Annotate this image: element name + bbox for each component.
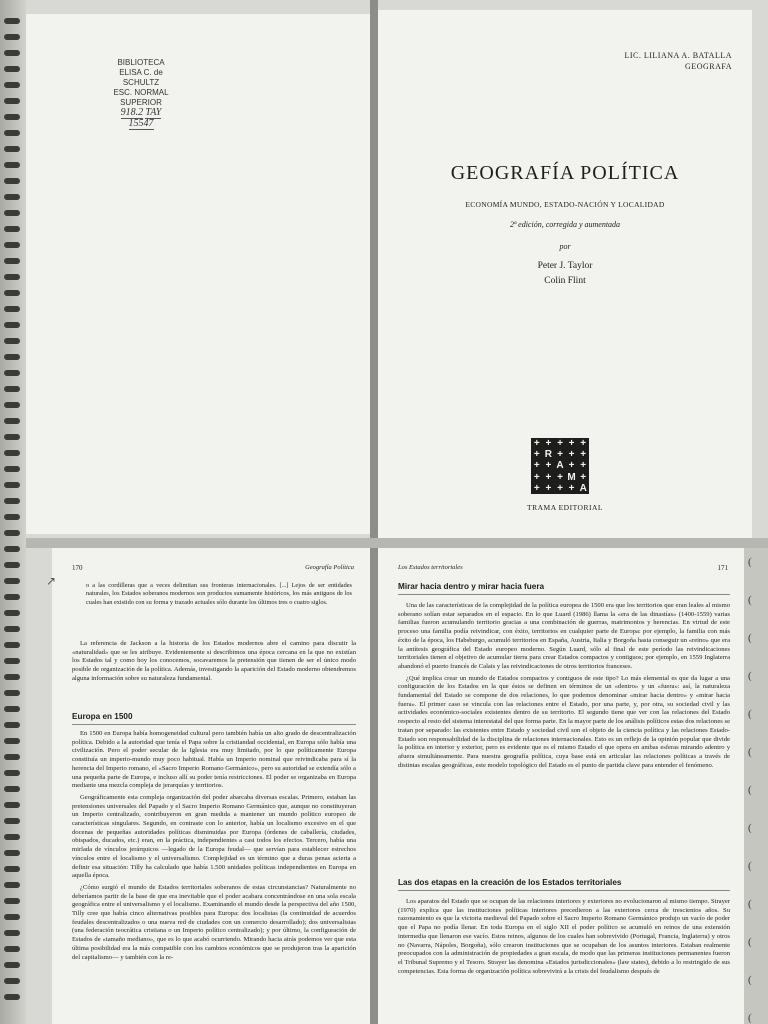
binding-ring bbox=[4, 498, 20, 504]
binding-ring bbox=[4, 466, 20, 472]
binding-ring bbox=[4, 34, 20, 40]
spiral-binding bbox=[0, 0, 26, 1024]
logo-glyph: + bbox=[568, 460, 575, 472]
logo-glyph: + bbox=[568, 482, 575, 494]
logo-glyph: + bbox=[533, 460, 540, 472]
binding-ring bbox=[4, 434, 20, 440]
owner-signature bbox=[624, 50, 732, 72]
margin-mark: ( bbox=[748, 860, 752, 872]
binding-ring bbox=[4, 386, 20, 392]
page-gutter bbox=[370, 0, 378, 1024]
logo-glyph: M bbox=[567, 471, 576, 483]
logo-glyph: + bbox=[533, 471, 540, 483]
logo-glyph: + bbox=[557, 438, 563, 449]
paragraph bbox=[72, 640, 356, 687]
pencil-mark-icon: ↗ bbox=[46, 574, 57, 588]
logo-glyph: + bbox=[545, 471, 552, 483]
running-head: Geografía Política bbox=[305, 564, 354, 571]
page-number: 171 bbox=[717, 564, 728, 572]
binding-ring bbox=[4, 962, 20, 968]
binding-ring bbox=[4, 722, 20, 728]
binding-ring bbox=[4, 226, 20, 232]
binding-ring bbox=[4, 82, 20, 88]
logo-glyph: + bbox=[557, 471, 563, 483]
binding-ring bbox=[4, 546, 20, 552]
spread-divider bbox=[26, 538, 768, 548]
logo-glyph: + bbox=[580, 460, 587, 472]
binding-ring bbox=[4, 290, 20, 296]
binding-ring bbox=[4, 930, 20, 936]
owner-name: LIC. LILIANA A. BATALLA bbox=[624, 51, 732, 60]
right-text-page bbox=[378, 548, 744, 1024]
margin-mark: ( bbox=[748, 898, 752, 910]
binding-ring bbox=[4, 162, 20, 168]
book-title: GEOGRAFÍA POLÍTICA bbox=[450, 162, 680, 184]
binding-ring bbox=[4, 178, 20, 184]
stamp-line: 15547 bbox=[128, 118, 154, 129]
binding-ring bbox=[4, 130, 20, 136]
stamp-line: BIBLIOTECA bbox=[117, 58, 165, 67]
binding-ring bbox=[4, 642, 20, 648]
binding-ring bbox=[4, 674, 20, 680]
section-body bbox=[398, 898, 730, 979]
binding-ring bbox=[4, 98, 20, 104]
running-head: Los Estados territoriales bbox=[398, 564, 463, 571]
logo-glyph: R bbox=[544, 449, 552, 461]
paragraph-text: Los aparatos del Estado que se ocupan de las relaciones interiores y exteriores no evolucionaron al mismo tiempo. Strayer (1970) explica que las instituciones políticas interiores precedieron a las exteriores cerca de trescientos años. Su razonamiento es que la victoria medieval del Papado sobre el Sacro Imperio Romano Germánico produjo un vacío de poder que el Papa no podía llenar. En toda Europa en el siglo XII el poder político se acumuló en reinos de una extensión intermedia que llenaron ese vacío. Estos reinos, algunos de los cuales han sobrevivido (Portugal, Francia, Inglaterra) y otros no (Navarra, Nápoles, Borgoña), sólo crearon instituciones que se ocupaban de los asuntos interiores. Estaban realmente preocupados con la administración de propiedades a gran escala, de modo que las primeras instituciones permanentes fueron el Tribunal Supremo y el Tesoro. Strayer las denomina «Estados jurisdiccionales» (law states), debido a lo restringido de sus competencias. Esta forma de organización política sobrevivirá a la crisis del feudalismo después de bbox=[398, 898, 730, 975]
binding-ring bbox=[4, 834, 20, 840]
binding-ring bbox=[4, 306, 20, 312]
binding-ring bbox=[4, 450, 20, 456]
logo-glyph: + bbox=[545, 482, 552, 494]
binding-ring bbox=[4, 322, 20, 328]
stamp-line: TAY bbox=[145, 107, 162, 118]
binding-ring bbox=[4, 946, 20, 952]
binding-ring bbox=[4, 50, 20, 56]
binding-ring bbox=[4, 658, 20, 664]
binding-ring bbox=[4, 338, 20, 344]
logo-glyph: + bbox=[545, 460, 552, 472]
binding-ring bbox=[4, 610, 20, 616]
author-name: Peter J. Taylor bbox=[537, 261, 593, 271]
logo-glyph: A bbox=[579, 482, 587, 494]
binding-ring bbox=[4, 210, 20, 216]
binding-ring bbox=[4, 738, 20, 744]
binding-ring bbox=[4, 706, 20, 712]
binding-ring bbox=[4, 850, 20, 856]
binding-ring bbox=[4, 18, 20, 24]
section-heading: Mirar hacia dentro y mirar hacia fuera bbox=[398, 582, 545, 591]
logo-glyph: + bbox=[580, 471, 587, 483]
paragraph-text: Una de las características de la complejidad de la política europea de 1500 era que los territorios que eran leales al mismo soberano solían estar separados en el espacio. En lo que Luard (1986) llama la «era de las dinastías» (1400-1559) varias familias fueron acumulando territorio gracias a una combinación de guerras, matrimonios y herencias. En virtud de este proceso una familia podía reivindicar, con éxito, territorios en cualquier parte de Europa: por ejemplo, la familia con más éxito de la época, los Habsburgo, acumuló territorios en España, Austria, Italia y Borgoña hasta conseguir un «reino» que era la antítesis geográfica del Estado europeo moderno. Según Luard, sólo al final de este período las reivindicaciones territoriales tienen el objetivo de acumular tierra para crear Estados compactos y contiguos; por ejemplo, en 1559 Inglaterra abandonó el puerto francés de Calais y las reivindicaciones de otros territorios franceses. bbox=[398, 602, 730, 670]
paragraph-text: Geográficamente esta compleja organización del poder abarcaba diversas escalas. Primero, estaban las pretensiones universales del Papado y el Sacro Imperio Romano Germánico que, aunque no constituyeran un Imperio centralizado, contribuyeron en gran medida a mantener un mundo político europeo de características singulares. Segundo, en contraste con lo anterior, había un localismo excesivo en el que docenas de pequeñas autoridades políticas disminuidas por Europa (órdenes de caballería, ciudades, obispados, ducados, etc.) eran, en la práctica, independientes a casi todos los efectos. Tercero, había una mirlada de vínculos jerárquicos —legado de la Europa feudal— que servían para establecer estrechos vínculos entre el localismo y el universalismo. Complejidad es un término que a duras penas acierta a definir esa situación: Tilly ha calculado que había 1.500 unidades políticas independientes en Europa en aquella época. bbox=[72, 793, 356, 880]
cover-left-page bbox=[26, 14, 370, 534]
title-page bbox=[378, 10, 752, 538]
block-quote: o a las cordilleras que a veces delimitan sus fronteras internacionales. [...] Lejos de ser entidades naturales, los Estados soberanos modernos son productos sumamente históricos, los más antiguos de los cuales han existido con su forma y trazado actuales sólo durante los últimos tres o cuatro siglos. bbox=[86, 582, 352, 606]
binding-ring bbox=[4, 914, 20, 920]
section-body bbox=[72, 730, 356, 965]
binding-ring bbox=[4, 418, 20, 424]
binding-ring bbox=[4, 370, 20, 376]
binding-ring bbox=[4, 274, 20, 280]
margin-mark: ( bbox=[748, 822, 752, 834]
binding-ring bbox=[4, 690, 20, 696]
binding-ring bbox=[4, 578, 20, 584]
publisher-logo bbox=[531, 438, 589, 494]
binding-ring bbox=[4, 194, 20, 200]
binding-ring bbox=[4, 354, 20, 360]
paragraph-text: En 1500 en Europa había homogeneidad cultural pero también había un alto grado de descentralización política. Debido a la autoridad que tenía el Papa sobre la cristiandad occidental, en Europa sólo había una civilización. Pero el poder secular de la Iglesia era muy limitado, por lo que políticamente Europa constituía un imperio-mundo muy poco habitual. Había un Imperio nominal que reivindicaba para sí la herencia del Imperio romano, el «Sacro Imperio Romano Germánico», pero su autoridad se extendía sólo a una pequeña parte de Europa, e incluso allí su poder tenía restricciones. El poder se organizaba en Europa mediante una mezcla compleja de jerarquías y territorios. bbox=[72, 730, 356, 790]
page-number: 170 bbox=[72, 564, 83, 572]
logo-glyph: + bbox=[568, 438, 575, 449]
logo-glyph: + bbox=[533, 449, 540, 461]
logo-glyph: + bbox=[568, 449, 575, 461]
heading-rule bbox=[398, 594, 730, 595]
heading-rule bbox=[398, 890, 730, 891]
logo-glyph: + bbox=[533, 438, 540, 449]
logo-glyph: + bbox=[533, 482, 540, 494]
margin-mark: ( bbox=[748, 708, 752, 720]
publisher-name: TRAMA EDITORIAL bbox=[527, 503, 603, 512]
section-heading: Las dos etapas en la creación de los Estados territoriales bbox=[398, 878, 622, 887]
binding-ring bbox=[4, 898, 20, 904]
heading-rule bbox=[72, 724, 356, 725]
margin-mark: ( bbox=[748, 746, 752, 758]
author-name: Colin Flint bbox=[544, 276, 586, 286]
binding-ring bbox=[4, 530, 20, 536]
binding-ring bbox=[4, 786, 20, 792]
binding-ring bbox=[4, 562, 20, 568]
margin-mark: ( bbox=[748, 936, 752, 948]
stamp-line: SUPERIOR bbox=[120, 98, 162, 107]
binding-ring bbox=[4, 594, 20, 600]
logo-glyph: + bbox=[580, 449, 587, 461]
book-subtitle: ECONOMÍA MUNDO, ESTADO-NACIÓN Y LOCALIDAD bbox=[465, 200, 665, 209]
binding-ring bbox=[4, 802, 20, 808]
section-body bbox=[398, 602, 730, 773]
margin-mark: ( bbox=[748, 670, 752, 682]
binding-ring bbox=[4, 818, 20, 824]
margin-mark: ( bbox=[748, 632, 752, 644]
binding-ring bbox=[4, 514, 20, 520]
stamp-line: SCHULTZ bbox=[122, 78, 160, 87]
section-heading: Europa en 1500 bbox=[72, 712, 133, 721]
binding-ring bbox=[4, 114, 20, 120]
binding-ring bbox=[4, 66, 20, 72]
margin-mark: ( bbox=[748, 594, 752, 606]
binding-ring bbox=[4, 978, 20, 984]
logo-glyph: + bbox=[557, 449, 563, 461]
binding-ring bbox=[4, 626, 20, 632]
paragraph-text: ¿Cómo surgió el mundo de Estados territoriales soberanos de estas circunstancias? Naturalmente no deberíamos partir de la base de que era inevitable que el poder acabara concentrándose en una sola escala geográfica entre el universalismo y el localismo. Examinando el mundo desde la perspectiva del año 1500, Tilly cree que había cinco alternativas posibles para Europa: dos localistas (la continuidad de acuerdos feudales descentralizados o una nueva red de ciudades con un comercio desarrollado); dos universalistas (una federación teocrática cristiana o un Imperio político centralizado); y por último, la configuración de Estados de «tamaño mediano», que es lo que acabó ocurriendo. Mirando hacia atrás podemos ver que esta última posibilidad era la más compatible con los cambios económicos que se produjeron tras la aparición del capitalismo— y también con la re- bbox=[72, 883, 356, 961]
binding-ring bbox=[4, 754, 20, 760]
logo-glyph: + bbox=[545, 438, 552, 449]
stamp-line: ESC. NORMAL bbox=[113, 88, 169, 97]
edition-note: 2ª edición, corregida y aumentada bbox=[509, 220, 621, 229]
binding-ring bbox=[4, 242, 20, 248]
binding-ring bbox=[4, 146, 20, 152]
binding-ring bbox=[4, 482, 20, 488]
logo-glyph: + bbox=[557, 482, 563, 494]
binding-ring bbox=[4, 402, 20, 408]
paragraph-text: La referencia de Jackson a la historia de los Estados modernos abre el camino para discutir la «naturalidad» que se les atribuye. Evidentemente si describimos una época cercana en la que no existían los Estados tal y como hoy los conocemos, socavaremos la pretensión que tienen de ser el único modo posible de organización de la política. Además, investigando la aparición del Estado moderno obtendremos alguna información sobre su naturaleza fundamental. bbox=[72, 640, 356, 682]
margin-mark: ( bbox=[748, 1012, 752, 1024]
margin-mark: ( bbox=[748, 974, 752, 986]
logo-glyph: + bbox=[580, 438, 587, 449]
margin-mark: ( bbox=[748, 784, 752, 796]
binding-ring bbox=[4, 770, 20, 776]
binding-ring bbox=[4, 882, 20, 888]
logo-glyph: A bbox=[556, 460, 564, 472]
library-stamp bbox=[86, 58, 196, 130]
margin-mark: ( bbox=[748, 556, 752, 568]
stamp-line: ELISA C. de bbox=[119, 68, 163, 77]
binding-ring bbox=[4, 866, 20, 872]
binding-ring bbox=[4, 994, 20, 1000]
owner-title: GEOGRAFA bbox=[685, 62, 732, 71]
left-text-page bbox=[52, 548, 370, 1024]
by-label: por bbox=[559, 242, 571, 251]
paragraph-text: ¿Qué implica crear un mundo de Estados compactos y contiguos de este tipo? Lo más elemental es que da lugar a una configuración de los Estados en la que éstos se definen en términos de un «dentro» y un «fuera»: así, la naturaleza fundamental del Estado se compone de dos relaciones, lo que podemos denominar «mirar hacia dentro» y «mirar hacia fuera». El primer caso se vincula con las relaciones entre el Estado, por una parte, y, por otra, su sociedad civil y las actividades económico-sociales existentes dentro de su territorio. El segundo tiene que ver con las relaciones del Estado respecto al resto del sistema interestatal del que forma parte. En la mayor parte de los análisis políticos estas dos relaciones se tratan por separado: las existentes entre Estado y sociedad civil son el objeto de la ciencia política y las relaciones Estado-Estado son responsabilidad de la disciplina de relaciones internacionales. Esto es un reflejo de la opinión popular que divide la política en interior y exterior, pero es evidente que es el mismo Estado el que opera en ambas esferas mirando adentro y afuera simultáneamente. Para nuestra geografía política, cuya base está en articular las relaciones políticas a través de distintas escalas geográficas, este modelo topológico del Estado es el punto de partida clave para entender el fenómeno. bbox=[398, 674, 730, 769]
binding-ring bbox=[4, 258, 20, 264]
stamp-line: 918.2 bbox=[120, 107, 144, 118]
